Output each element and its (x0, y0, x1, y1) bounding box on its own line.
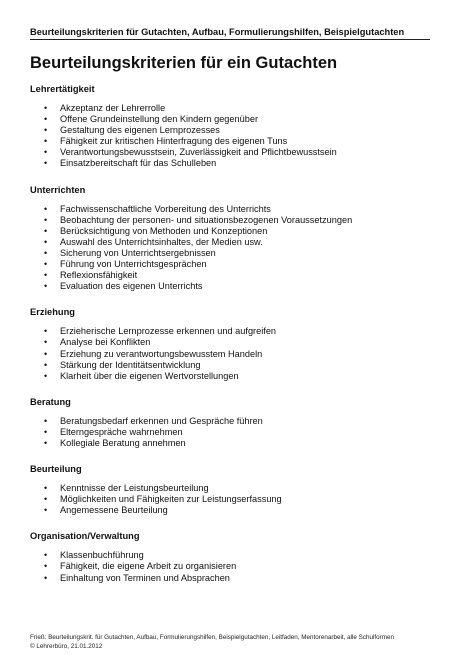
list-item (30, 416, 440, 427)
list-item-text: Klarheit über die eigenen Wertvorstellungen (60, 370, 239, 381)
bullet-list (30, 550, 440, 583)
bullet-icon: • (44, 572, 48, 583)
list-item (30, 237, 440, 248)
list-item-text: Elterngespräche wahrnehmen (60, 426, 183, 437)
bullet-list (30, 326, 440, 381)
list-item (30, 371, 440, 382)
bullet-icon: • (44, 426, 48, 437)
list-item-text: Gestaltung des eigenen Lernprozesses (60, 125, 220, 136)
bullet-icon: • (44, 337, 48, 348)
section (30, 397, 440, 449)
list-item (30, 259, 440, 270)
list-item-text: Fähigkeit, die eigene Arbeit zu organisieren (60, 561, 237, 572)
list-item-text: Auswahl des Unterrichtsinhaltes, der Medien usw. (60, 236, 263, 247)
section-heading: Lehrertätigkeit (30, 84, 95, 94)
list-item (30, 226, 440, 237)
list-item-text: Beratungsbedarf erkennen und Gespräche führen (60, 415, 263, 426)
bullet-list (30, 103, 440, 170)
section (30, 307, 440, 381)
list-item-text: Kollegiale Beratung annehmen (60, 437, 186, 448)
list-item-text: Berücksichtigung von Methoden und Konzeptionen (60, 225, 268, 236)
section-heading: Beratung (30, 396, 71, 407)
section-spacer (30, 292, 440, 307)
list-item-text: Offene Grundeinstellung den Kindern gegenüber (60, 114, 259, 125)
list-item (30, 561, 440, 572)
bullet-icon: • (44, 270, 48, 281)
bullet-icon: • (44, 214, 48, 225)
document-body (30, 84, 440, 584)
section-heading: Beurteilung (30, 464, 82, 475)
list-item (30, 349, 440, 360)
bullet-icon: • (44, 326, 48, 337)
list-item (30, 281, 440, 292)
section-spacer (30, 516, 440, 531)
list-item-text: Verantwortungsbewusstsein, Zuverlässigkeit and Pflichtbewusstsein (60, 147, 337, 158)
bullet-icon: • (44, 236, 48, 247)
list-item (30, 204, 440, 215)
list-item (30, 494, 440, 505)
list-item (30, 438, 440, 449)
bullet-icon: • (44, 437, 48, 448)
list-item-text: Fähigkeit zur kritischen Hinterfragung des eigenen Tuns (60, 136, 288, 147)
list-item (30, 270, 440, 281)
list-item-text: Analyse bei Konflikten (60, 337, 151, 348)
bullet-icon: • (44, 125, 48, 136)
bullet-icon: • (44, 225, 48, 236)
list-item (30, 505, 440, 516)
list-item (30, 147, 440, 158)
bullet-icon: • (44, 348, 48, 359)
list-item (30, 483, 440, 494)
bullet-icon: • (44, 494, 48, 505)
list-item (30, 125, 440, 136)
list-item (30, 326, 440, 337)
list-item-text: Reflexionsfähigkeit (60, 270, 138, 281)
section-spacer (30, 382, 440, 397)
bullet-icon: • (44, 147, 48, 158)
list-item (30, 337, 440, 348)
section-heading: Erziehung (30, 307, 75, 318)
list-item-text: Klassenbuchführung (60, 550, 144, 561)
bullet-list (30, 416, 440, 449)
page-footer (30, 633, 450, 651)
list-item-text: Beobachtung der personen- und situationsbezogenen Voraussetzungen (60, 214, 353, 225)
bullet-icon: • (44, 247, 48, 258)
list-item (30, 360, 440, 371)
bullet-icon: • (44, 281, 48, 292)
list-item (30, 427, 440, 438)
list-item-text: Sicherung von Unterrichtsergebnissen (60, 247, 216, 258)
document-title: Beurteilungskriterien für ein Gutachten (30, 54, 338, 72)
bullet-icon: • (44, 114, 48, 125)
section (30, 531, 440, 583)
list-item-text: Evaluation des eigenen Unterrichts (60, 281, 203, 292)
bullet-icon: • (44, 370, 48, 381)
list-item-text: Fachwissenschaftliche Vorbereitung des Unterrichts (60, 203, 271, 214)
list-item (30, 114, 440, 125)
section-spacer (30, 449, 440, 464)
list-item-text: Stärkung der Identitätsentwicklung (60, 359, 201, 370)
bullet-icon: • (44, 483, 48, 494)
list-item (30, 136, 440, 147)
bullet-icon: • (44, 103, 48, 113)
list-item (30, 215, 440, 226)
bullet-icon: • (44, 550, 48, 561)
bullet-icon: • (44, 136, 48, 147)
footer-source-line: Frieß: Beurteilungskrit. für Gutachten, Aufbau, Formulierungshilfen, Beispielgutachten, Leitfaden, Mentorenarbeit, alle Schulformen (30, 634, 395, 641)
list-item (30, 103, 440, 114)
list-item (30, 158, 440, 169)
list-item (30, 248, 440, 259)
list-item-text: Einsatzbereitschaft für das Schulleben (60, 158, 217, 169)
bullet-icon: • (44, 203, 48, 214)
bullet-icon: • (44, 415, 48, 426)
list-item-text: Erzieherische Lernprozesse erkennen und aufgreifen (60, 326, 277, 337)
bullet-icon: • (44, 259, 48, 270)
section-heading: Unterrichten (30, 184, 86, 195)
list-item-text: Möglichkeiten und Fähigkeiten zur Leistungserfassung (60, 494, 282, 505)
section (30, 185, 440, 293)
bullet-list (30, 483, 440, 516)
section-spacer (30, 170, 440, 185)
footer-copyright-line: © Lehrerbüro, 21.01.2012 (30, 643, 103, 650)
list-item-text: Angemessene Beurteilung (60, 505, 168, 516)
list-item-text: Erziehung zu verantwortungsbewusstem Handeln (60, 348, 263, 359)
list-item-text: Akzeptanz der Lehrerrolle (60, 103, 166, 113)
list-item-text: Kenntnisse der Leistungsbeurteilung (60, 483, 209, 494)
bullet-icon: • (44, 158, 48, 169)
list-item-text: Einhaltung von Terminen und Absprachen (60, 572, 230, 583)
bullet-icon: • (44, 359, 48, 370)
section-heading: Organisation/Verwaltung (30, 531, 140, 542)
running-header: Beurteilungskriterien für Gutachten, Aufbau, Formulierungshilfen, Beispielgutachten (30, 27, 430, 40)
bullet-list (30, 204, 440, 293)
list-item (30, 550, 440, 561)
section (30, 84, 440, 170)
list-item-text: Führung von Unterrichtsgesprächen (60, 259, 207, 270)
list-item (30, 573, 440, 584)
bullet-icon: • (44, 561, 48, 572)
section (30, 464, 440, 516)
bullet-icon: • (44, 505, 48, 516)
